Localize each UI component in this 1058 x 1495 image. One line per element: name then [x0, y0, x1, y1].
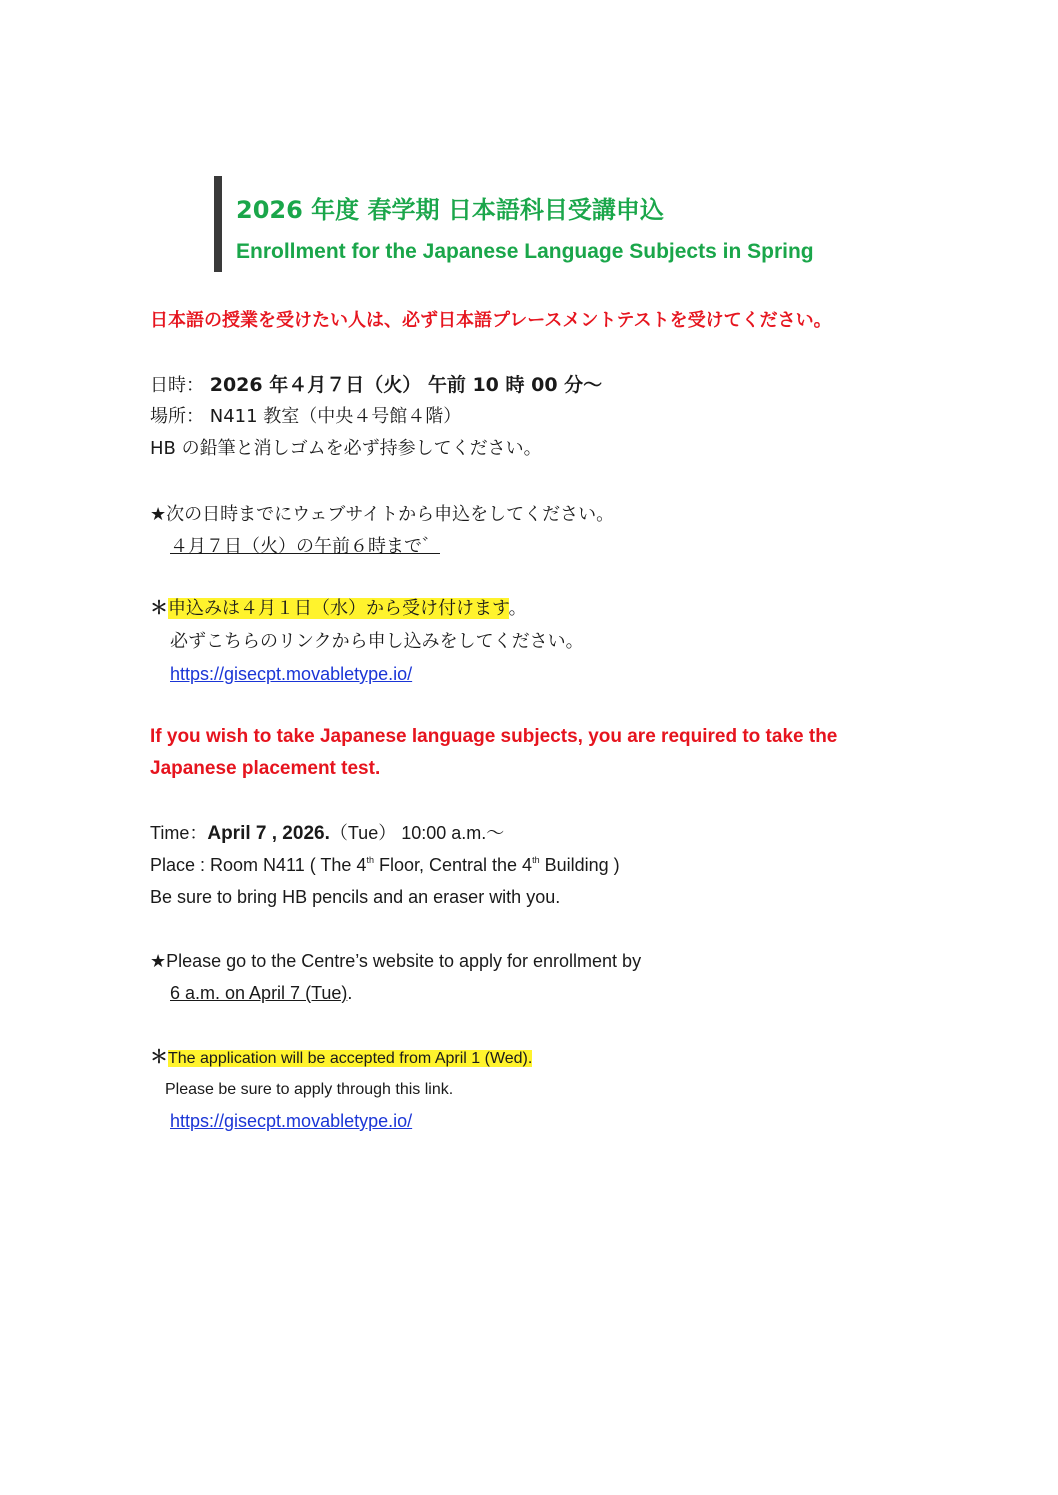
- accept-line-japanese: [150, 596, 527, 622]
- bring-japanese: HB の鉛筆と消しゴムを必ず持参してください。: [150, 438, 542, 459]
- deadline-value-japanese: [170, 534, 440, 560]
- link-intro-japanese: 必ずこちらのリンクから申し込みをしてください。: [170, 631, 584, 652]
- title-block: [214, 176, 814, 272]
- place-superscript-2: th: [532, 855, 540, 865]
- place-text-c: Building ): [539, 855, 620, 875]
- accept-highlight-japanese: 申込みは４月１日（水）から受け付けます: [168, 598, 509, 619]
- accept-line-english: [150, 1044, 532, 1072]
- deadline-value-english: 6 a.m. on April 7 (Tue): [170, 983, 348, 1003]
- link-intro-english: Please be sure to apply through this link.: [165, 1081, 454, 1098]
- time-line-english: [150, 820, 504, 847]
- place-label-japanese: 場所：: [150, 406, 204, 427]
- place-text-a: Place : Room N411 ( The 4: [150, 855, 367, 875]
- time-date-english: April 7 , 2026.: [207, 823, 330, 844]
- title-japanese: 2026 年度 春学期 日本語科目受講申込: [236, 196, 664, 224]
- deadline-period-english: .: [347, 983, 353, 1003]
- asterisk-mark-japanese: ＊: [150, 598, 168, 619]
- link-japanese-section: [170, 661, 412, 687]
- time-label-japanese: 日時：: [150, 375, 204, 396]
- deadline-intro-japanese: ★次の日時までにウェブサイトから申込をしてください。: [150, 504, 615, 525]
- deadline-date-japanese: ４月７日（火）の午前６時まで゛: [170, 536, 440, 557]
- title-english: Enrollment for the Japanese Language Subjects in Spring: [236, 240, 814, 263]
- place-value-japanese: N411 教室（中央４号館４階）: [209, 406, 462, 427]
- bring-english: Be sure to bring HB pencils and an eraser with you.: [150, 887, 561, 907]
- accept-period-japanese: 。: [508, 598, 527, 619]
- deadline-line-english: [170, 980, 352, 1006]
- place-text-b: Floor, Central the 4: [373, 855, 533, 875]
- notice-english-line2: Japanese placement test.: [150, 758, 381, 779]
- asterisk-mark-english: ＊: [150, 1047, 168, 1067]
- enrollment-link-japanese[interactable]: https://gisecpt.movabletype.io/: [170, 664, 413, 684]
- place-line-japanese: [150, 404, 461, 430]
- place-superscript-1: th: [366, 855, 374, 865]
- accept-highlight-english: The application will be accepted from April 1 (Wed).: [168, 1050, 533, 1067]
- time-rest-english: （Tue） 10:00 a.m.〜: [329, 823, 505, 843]
- time-value-japanese: 2026 年４月７日（火） 午前 10 時 00 分〜: [209, 374, 603, 396]
- notice-japanese: 日本語の授業を受けたい人は、必ず日本語プレースメントテストを受けてください。: [150, 310, 832, 331]
- notice-english-line1: If you wish to take Japanese language subjects, you are required to take the: [150, 726, 838, 747]
- place-line-english: [150, 852, 620, 878]
- time-label-english: Time：: [150, 823, 208, 843]
- enrollment-link-english[interactable]: https://gisecpt.movabletype.io/: [170, 1111, 413, 1131]
- link-english-section: [170, 1108, 412, 1134]
- deadline-intro-english: ★Please go to the Centre’s website to apply for enrollment by: [150, 951, 642, 971]
- time-line-japanese: [150, 372, 602, 399]
